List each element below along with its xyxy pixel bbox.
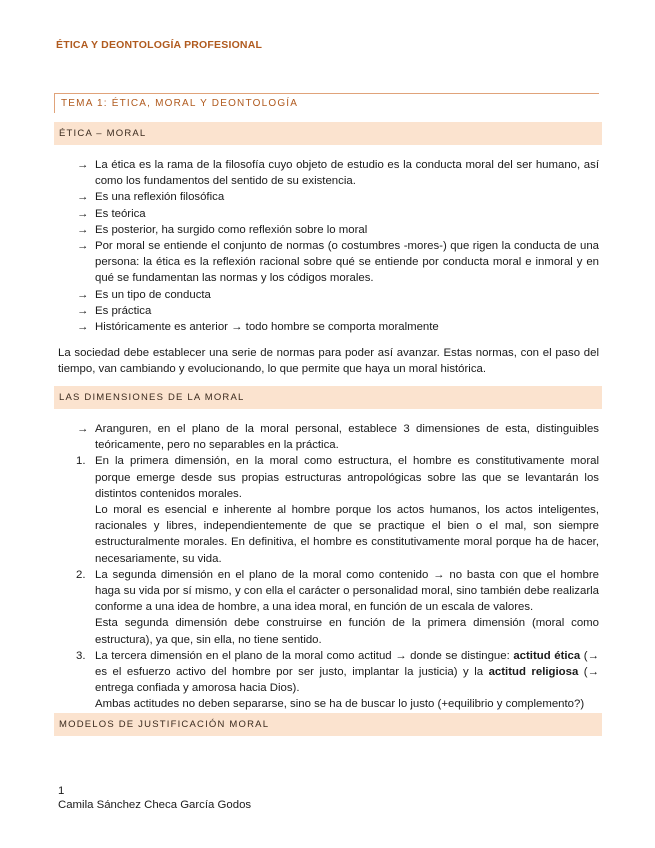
bold-term: actitud ética (513, 649, 581, 662)
topic-title: TEMA 1: ÉTICA, MORAL Y DEONTOLOGÍA (54, 93, 599, 113)
page-header: ÉTICA Y DEONTOLOGÍA PROFESIONAL (56, 39, 263, 51)
section-heading-etica-moral: ÉTICA – MORAL (54, 122, 602, 145)
item-number: 3. (76, 649, 86, 662)
etica-moral-paragraph (58, 345, 599, 377)
footer-author: Camila Sánchez Checa García Godos (58, 799, 252, 811)
bullet-item: → Históricamente es anterior → todo hombre se comporta moralmente (58, 319, 599, 335)
arrow-bullet-icon: → (77, 240, 89, 253)
bullet-item: → Es una reflexión filosófica (58, 189, 599, 205)
numbered-item: 2. La segunda dimensión en el plano de la moral como contenido → no basta con que el hombre haga su vida por sí mismo, y con ella el carácter o personalidad moral, sino también debe realizarla conforme a una idea de hombre, a una idea moral, en función de un escala de valores. Esta segunda dimensión debe construirse en función de la primera dimensión (moral como estructura), ya que, sin ella, no tiene sentido. (76, 568, 599, 646)
bullet-item: → Aranguren, en el plano de la moral personal, establece 3 dimensiones de esta, distinguibles teóricamente, pero no separables en la práctica. (77, 423, 599, 452)
arrow-bullet-icon: → (77, 321, 89, 334)
arrow-bullet-icon: → (77, 159, 89, 171)
arrow-bullet-icon: → (77, 223, 89, 236)
bullet-item: → Por moral se entiende el conjunto de normas (o costumbres -mores-) que rigen la conducta de una persona: la ética es la reflexión racional sobre qué se entiende por conducta moral e inmoral y en qué se fundamentan las normas y los códigos morales. (77, 240, 599, 285)
bold-term: actitud religiosa (488, 666, 579, 679)
paragraph-text: La sociedad debe establecer una serie de normas para poder así avanzar. Estas normas, con el paso del tiempo, van cambiando y evolucionando, lo que permite que haya un moral histórica. (58, 347, 599, 376)
section-heading-dimensiones: LAS DIMENSIONES DE LA MORAL (54, 386, 602, 409)
arrow-bullet-icon: → (77, 191, 89, 204)
dimensiones-content (58, 421, 599, 713)
section-heading-modelos: MODELOS DE JUSTIFICACIÓN MORAL (54, 713, 602, 736)
arrow-bullet-icon: → (77, 304, 89, 317)
item-number: 1. (76, 455, 86, 468)
page-number: 1 (58, 785, 65, 797)
arrow-bullet-icon: → (77, 207, 89, 220)
arrow-bullet-icon: → (77, 423, 89, 435)
etica-moral-bullets (58, 157, 599, 335)
bullet-item: → Es un tipo de conducta (58, 287, 599, 303)
numbered-item: 3. La tercera dimensión en el plano de la moral como actitud → donde se distingue: actitud ética (→ es el esfuerzo activo del hombre por ser justo, implantar la justicia) y la actitud religiosa (→ entrega confiada y amorosa hacia Dios). Ambas actitudes no deben separarse, sino se ha de buscar lo justo (+equilibrio y complemento?) (76, 649, 599, 711)
bullet-item: → Es teórica (58, 206, 599, 222)
item-number: 2. (76, 568, 86, 581)
bullet-item: → La ética es la rama de la filosofía cuyo objeto de estudio es la conducta moral del ser humano, así como los fundamentos del sentido de su existencia. (77, 159, 599, 188)
bullet-item: → Es práctica (58, 303, 599, 319)
numbered-item: 1. En la primera dimensión, en la moral como estructura, el hombre es constitutivamente moral porque emerge desde sus propias estructuras antropológicas sobre las que se levantarán los distintos contenidos morales. Lo moral es esencial e inherente al hombre porque los actos humanos, los actos inteligentes, racionales y libres, independientemente de que se practique el bien o el mal, son siempre estructuralmente morales. En definitiva, el hombre es constitutivamente moral porque ha de hacer, necesariamente, su vida. (76, 455, 599, 565)
arrow-bullet-icon: → (77, 288, 89, 301)
bullet-item: → Es posterior, ha surgido como reflexión sobre lo moral (58, 222, 599, 238)
